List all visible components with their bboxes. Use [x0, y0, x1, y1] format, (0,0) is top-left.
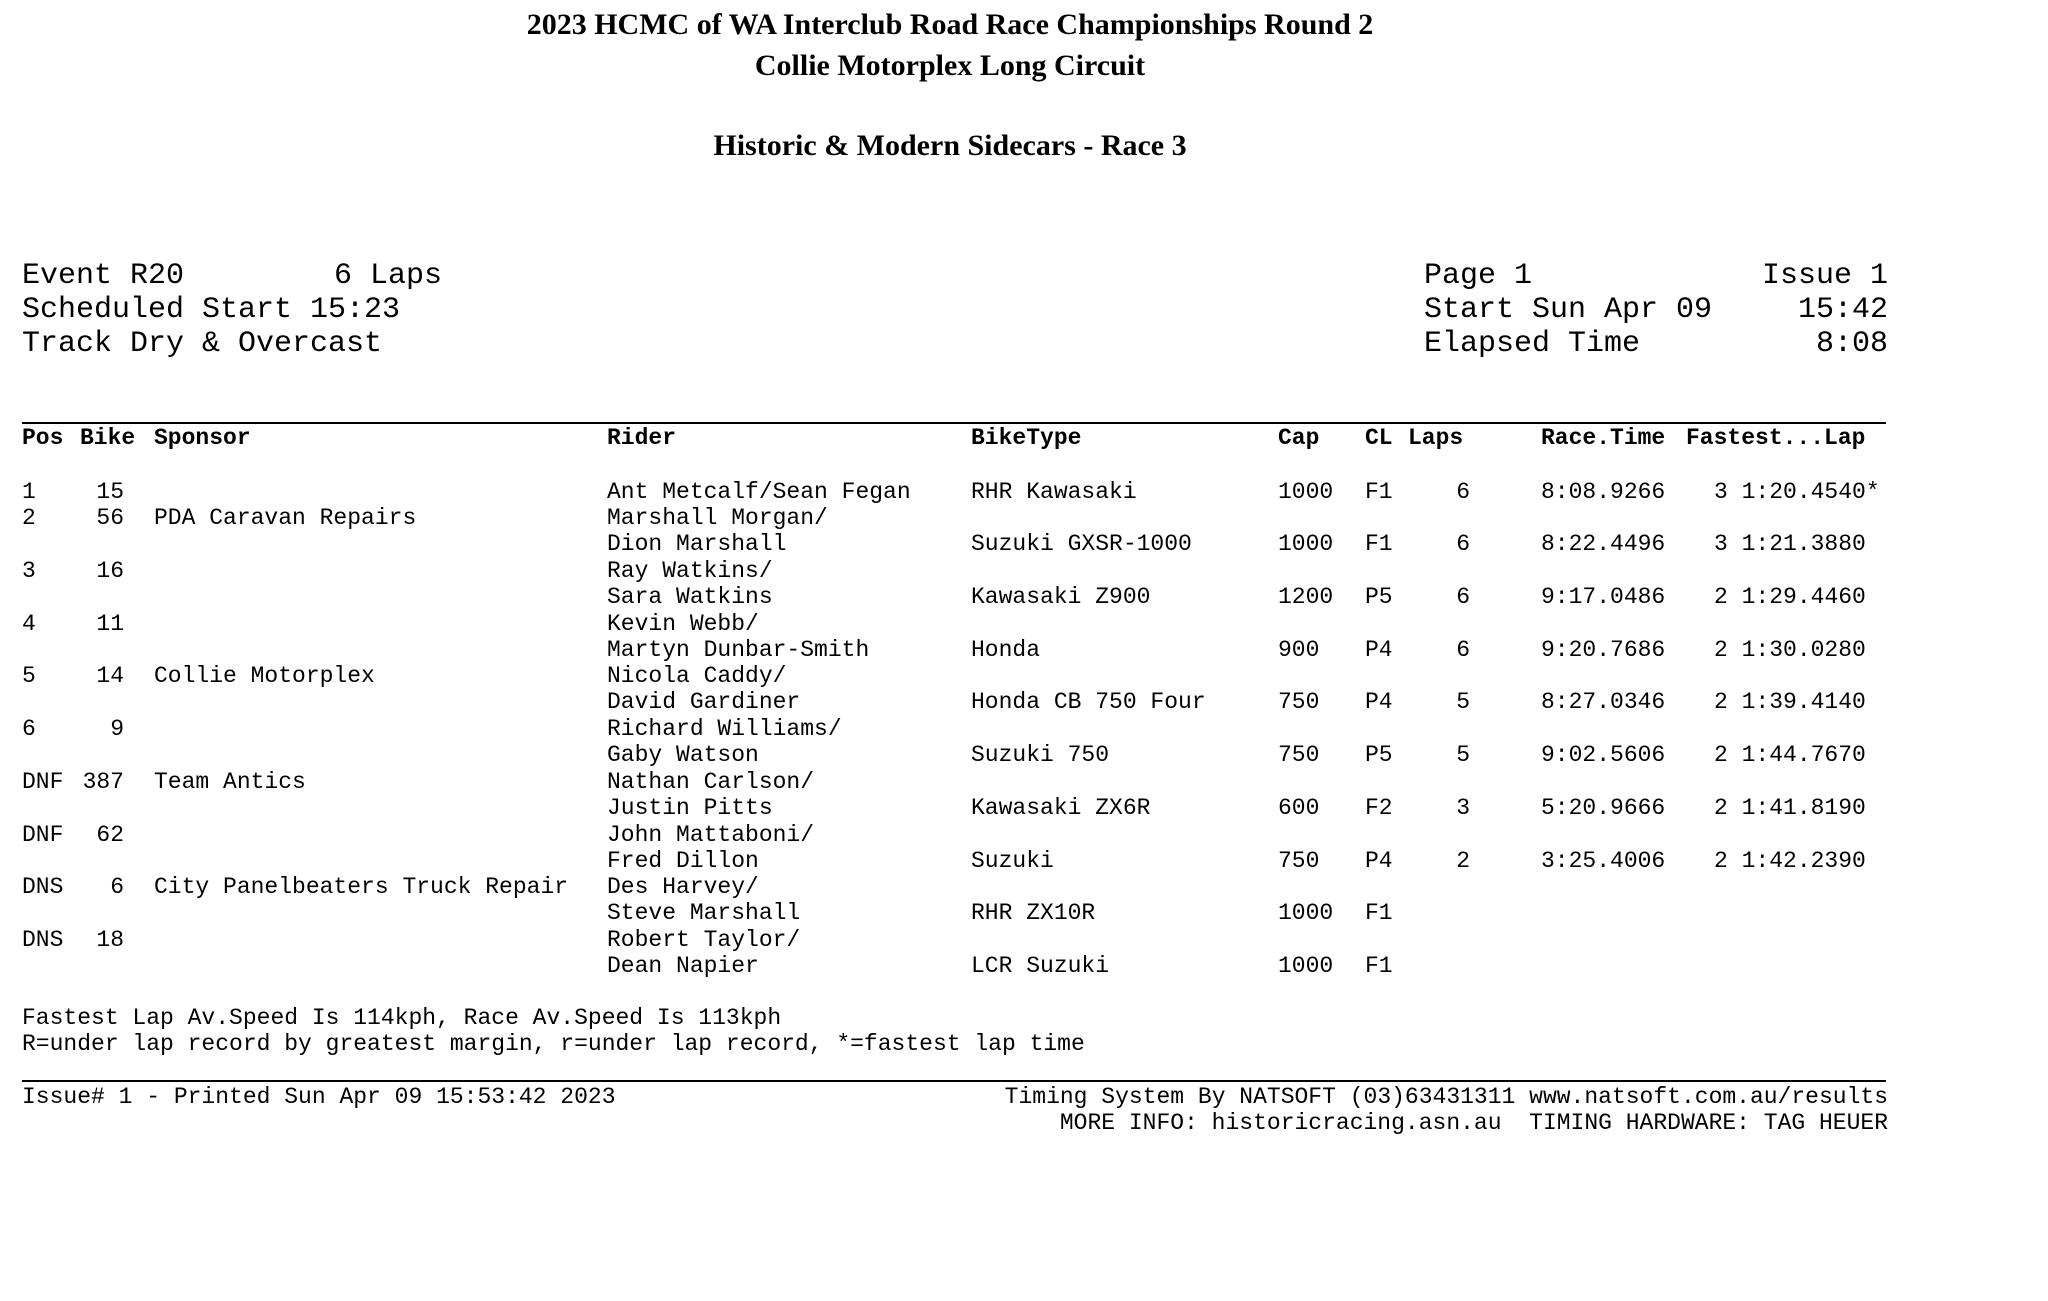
row-rider: Des Harvey/ [607, 874, 759, 900]
row-capacity: 1200 [1278, 584, 1334, 611]
row-bike-number: 11 [96, 611, 124, 637]
row-capacity: 1000 [1278, 531, 1334, 558]
row-class: F1 [1365, 953, 1393, 980]
row-race-time: 9:17.0486 [1541, 584, 1666, 611]
row-rider-passenger: David Gardiner [607, 689, 801, 716]
col-biketype: BikeType [971, 425, 1082, 451]
row-sponsor: City Panelbeaters Truck Repair [154, 874, 569, 900]
row-rider: Nathan Carlson/ [607, 769, 815, 795]
row-laps: 6 [1456, 637, 1470, 664]
row-biketype: LCR Suzuki [971, 953, 1110, 980]
row-rider-passenger: Steve Marshall [607, 900, 801, 927]
row-race-time: 8:22.4496 [1541, 531, 1666, 558]
start-label: Start Sun Apr 09 [1424, 293, 1713, 327]
row-class: F2 [1365, 795, 1393, 822]
row-fastest-lap: 3 1:21.3880 [1714, 531, 1866, 558]
row-pos: 5 [22, 663, 36, 689]
row-fastest-lap: 2 1:42.2390 [1714, 848, 1866, 875]
row-class: P4 [1365, 637, 1393, 664]
row-rider: John Mattaboni/ [607, 822, 815, 848]
printed-info: Issue# 1 - Printed Sun Apr 09 15:53:42 2023 [22, 1084, 616, 1110]
row-capacity: 1000 [1278, 479, 1334, 505]
row-class: P5 [1365, 742, 1393, 769]
row-rider-passenger: Fred Dillon [607, 848, 759, 875]
row-bike-number: 6 [110, 874, 124, 900]
issue-label: Issue 1 [1761, 259, 1888, 293]
footer-rule [22, 1080, 1886, 1082]
row-pos: DNF [22, 769, 64, 795]
row-rider: Nicola Caddy/ [607, 663, 787, 689]
row-rider-passenger: Dean Napier [607, 953, 759, 980]
row-rider-passenger: Gaby Watson [607, 742, 759, 769]
circuit-title: Collie Motorplex Long Circuit [754, 49, 1146, 82]
row-race-time: 8:08.9266 [1541, 479, 1666, 505]
row-rider: Ray Watkins/ [607, 558, 773, 584]
scheduled-start: Scheduled Start 15:23 [22, 293, 401, 327]
row-capacity: 600 [1278, 795, 1320, 822]
row-capacity: 1000 [1278, 953, 1334, 980]
row-race-time: 9:20.7686 [1541, 637, 1666, 664]
row-race-time: 8:27.0346 [1541, 689, 1666, 716]
row-rider: Richard Williams/ [607, 716, 842, 742]
row-laps: 3 [1456, 795, 1470, 822]
row-rider: Robert Taylor/ [607, 927, 801, 953]
elapsed-time: 8:08 [1815, 327, 1888, 361]
row-pos: 6 [22, 716, 36, 742]
row-rider-passenger: Sara Watkins [607, 584, 773, 611]
row-bike-number: 56 [96, 505, 124, 531]
row-bike-number: 14 [96, 663, 124, 689]
row-fastest-lap: 2 1:39.4140 [1714, 689, 1866, 716]
row-bike-number: 62 [96, 822, 124, 848]
col-cap: Cap [1278, 425, 1320, 451]
row-capacity: 750 [1278, 742, 1320, 769]
row-pos: 1 [22, 479, 36, 505]
row-class: F1 [1365, 531, 1393, 558]
row-rider-passenger: Justin Pitts [607, 795, 773, 822]
row-rider: Ant Metcalf/Sean Fegan [607, 479, 911, 505]
row-laps: 6 [1456, 479, 1470, 505]
elapsed-label: Elapsed Time [1424, 327, 1641, 361]
more-info: MORE INFO: historicracing.asn.au TIMING HARDWARE: TAG HEUER [1059, 1110, 1888, 1136]
row-laps: 6 [1456, 531, 1470, 558]
row-race-time: 3:25.4006 [1541, 848, 1666, 875]
row-bike-number: 18 [96, 927, 124, 953]
row-fastest-lap: 2 1:44.7670 [1714, 742, 1866, 769]
row-biketype: Kawasaki Z900 [971, 584, 1151, 611]
speed-note: Fastest Lap Av.Speed Is 114kph, Race Av.Speed Is 113kph [22, 1005, 782, 1031]
row-biketype: Suzuki GXSR-1000 [971, 531, 1192, 558]
col-laps: Laps [1408, 425, 1464, 451]
row-class: F1 [1365, 479, 1393, 505]
row-race-time: 5:20.9666 [1541, 795, 1666, 822]
row-capacity: 750 [1278, 689, 1320, 716]
row-class: P5 [1365, 584, 1393, 611]
row-biketype: Suzuki [971, 848, 1054, 875]
row-class: P4 [1365, 848, 1393, 875]
row-biketype: RHR Kawasaki [971, 479, 1137, 505]
event-label: Event R20 [22, 259, 185, 293]
row-class: F1 [1365, 900, 1393, 927]
row-race-time: 9:02.5606 [1541, 742, 1666, 769]
row-pos: DNS [22, 927, 64, 953]
row-pos: 3 [22, 558, 36, 584]
row-laps: 2 [1456, 848, 1470, 875]
page-label: Page 1 [1424, 259, 1533, 293]
row-pos: 4 [22, 611, 36, 637]
row-laps: 5 [1456, 689, 1470, 716]
col-pos: Pos [22, 425, 64, 451]
row-bike-number: 15 [96, 479, 124, 505]
start-time: 15:42 [1797, 293, 1888, 327]
row-fastest-lap: 2 1:29.4460 [1714, 584, 1866, 611]
row-capacity: 900 [1278, 637, 1320, 664]
col-sponsor: Sponsor [154, 425, 251, 451]
row-pos: 2 [22, 505, 36, 531]
row-rider-passenger: Dion Marshall [607, 531, 787, 558]
row-capacity: 1000 [1278, 900, 1334, 927]
row-bike-number: 387 [82, 769, 124, 795]
col-bike: Bike [80, 425, 136, 451]
row-rider-passenger: Martyn Dunbar-Smith [607, 637, 870, 664]
row-rider: Kevin Webb/ [607, 611, 759, 637]
document-title: 2023 HCMC of WA Interclub Road Race Championships Round 2 [526, 8, 1374, 41]
row-laps: 5 [1456, 742, 1470, 769]
row-sponsor: Collie Motorplex [154, 663, 375, 689]
row-rider: Marshall Morgan/ [607, 505, 828, 531]
col-fastest: Fastest...Lap [1686, 425, 1866, 451]
col-cl: CL [1365, 425, 1393, 451]
track-condition: Track Dry & Overcast [22, 327, 383, 361]
row-sponsor: PDA Caravan Repairs [154, 505, 417, 531]
row-capacity: 750 [1278, 848, 1320, 875]
row-biketype: Honda CB 750 Four [971, 689, 1206, 716]
row-biketype: RHR ZX10R [971, 900, 1096, 927]
col-racetime: Race.Time [1541, 425, 1666, 451]
row-fastest-lap: 3 1:20.4540* [1714, 479, 1880, 505]
row-bike-number: 9 [110, 716, 124, 742]
row-sponsor: Team Antics [154, 769, 306, 795]
row-fastest-lap: 2 1:41.8190 [1714, 795, 1866, 822]
row-biketype: Kawasaki ZX6R [971, 795, 1151, 822]
row-bike-number: 16 [96, 558, 124, 584]
timing-system-info: Timing System By NATSOFT (03)63431311 www.natsoft.com.au/results [1004, 1084, 1888, 1110]
row-pos: DNS [22, 874, 64, 900]
row-class: P4 [1365, 689, 1393, 716]
laps-label: 6 Laps [334, 259, 443, 293]
row-biketype: Honda [971, 637, 1041, 664]
race-title: Historic & Modern Sidecars - Race 3 [713, 129, 1187, 162]
row-biketype: Suzuki 750 [971, 742, 1110, 769]
row-fastest-lap: 2 1:30.0280 [1714, 637, 1866, 664]
legend-note: R=under lap record by greatest margin, r=under lap record, *=fastest lap time [22, 1031, 1085, 1057]
table-top-rule [22, 422, 1886, 424]
col-rider: Rider [607, 425, 677, 451]
row-pos: DNF [22, 822, 64, 848]
row-laps: 6 [1456, 584, 1470, 611]
